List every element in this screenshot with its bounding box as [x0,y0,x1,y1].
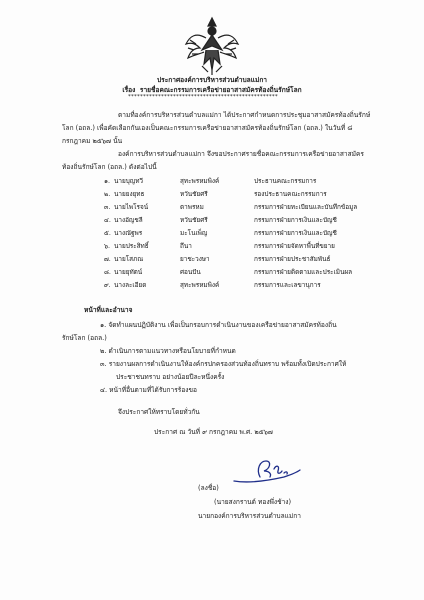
paragraph-1-line-1: ตามที่องค์การบริหารส่วนตำบลแม่กา ได้ประกาศกำหนดการประชุมอาสาสมัครท้องถิ่นรักษ์ [118,111,371,119]
paragraph-1-line-3: กรกฎาคม ๒๕๖๗ นั้น [62,137,123,145]
member-first-name: นางละเอียด [114,281,147,289]
signer-name: (นายสงกรานต์ ทองพึ่งช้าง) [214,498,292,506]
member-first-name: นายไพโรจน์ [114,203,149,211]
subject-line [0,86,424,94]
announcement-title: ประกาศองค์การบริหารส่วนตำบลแม่กา [156,76,268,84]
row-number: ๑. [104,177,111,185]
member-first-name: นายยงยุทธ [114,190,145,198]
member-last-name: ตาพรหม [180,203,204,211]
row-number: ๔. [104,216,111,224]
signature-label: (ลงชื่อ) [198,484,219,492]
row-number: ๘. [104,268,111,276]
row-number: ๕. [104,229,111,237]
member-position: กรรมการฝ่ายทะเบียนและบันทึกข้อมูล [254,203,358,211]
duty-4: ๔. หน้าที่อื่นตามที่ได้รับการร้องขอ [100,386,197,394]
row-number: ๙. [104,281,111,289]
member-last-name: มะโนเพ็ญ [180,229,208,237]
row-number: ๖. [104,242,111,250]
paragraph-2-line-1: องค์การบริหารส่วนตำบลแม่กา จึงขอประกาศรายชื่อคณะกรรมการเครือข่ายอาสาสมัคร [118,150,364,158]
duties-heading: หน้าที่และอำนาจ [84,306,133,314]
member-first-name: นายประสิทธิ์ [114,242,149,250]
row-number: ๓. [104,203,111,211]
duty-2: ๒. ดำเนินการตามแนวทางหรือนโยบายที่กำหนด [100,347,236,355]
row-number: ๒. [104,190,111,198]
signer-title: นายกองค์การบริหารส่วนตำบลแม่กา [198,512,301,520]
announce-closing: จึงประกาศให้ทราบโดยทั่วกัน [118,408,200,416]
member-last-name: ถึนา [180,242,192,250]
member-last-name: ยาชะวงษา [180,255,210,263]
handwritten-signature-icon [232,455,302,489]
member-position: กรรมการฝ่ายประชาสัมพันธ์ [254,255,331,263]
subject-text: รายชื่อคณะกรรมการเครือข่ายอาสาสมัครท้องถิ่นรักษ์โลก [139,86,302,94]
duty-1-line-1: ๑. จัดทำแผนปฏิบัติงาน เพื่อเป็นกรอบการดำเนินงานของเครือข่ายอาสาสมัครท้องถิ่น [100,321,337,329]
paragraph-2-line-2: ท้องถิ่นรักษ์โลก (อถล.) ดังต่อไปนี้ [62,163,157,171]
member-last-name: สุทะพรหมพิงค์ [180,177,220,185]
subject-label: เรื่อง [122,86,136,94]
member-first-name: นายยุทัตน์ [114,268,143,276]
member-last-name: ศอนปัน [180,268,201,276]
duty-1-line-2: รักษ์โลก (อถล.) [62,334,107,342]
garuda-emblem-icon [184,14,240,76]
member-position: ประธานคณะกรรมการ [254,177,317,185]
member-position: กรรมการฝ่ายติดตามและประเมินผล [254,268,352,276]
member-first-name: นายบุญทวี [114,177,144,185]
member-last-name: สุทะพรหมพิงค์ [180,281,220,289]
member-position: กรรมการฝ่ายการเงินและบัญชี [254,216,337,224]
separator-stars: ************************************************** [128,94,278,100]
member-position: กรรมการและเลขานุการ [254,281,321,289]
member-last-name: หวันชัยศรี [180,190,208,198]
member-position: รองประธานคณะกรรมการ [254,190,327,198]
member-position: กรรมการฝ่ายจัดหาพื้นที่ขยาย [254,242,335,250]
member-position: กรรมการฝ่ายการเงินและบัญชี [254,229,337,237]
member-first-name: นายโสภณ [114,255,144,263]
member-first-name: นางอัญชลี [114,216,143,224]
row-number: ๗. [104,255,111,263]
duty-3-line-2: ประชาชนทราบ อย่างน้อยปีละหนึ่งครั้ง [116,373,225,381]
paragraph-1-line-2: โลก (อถล.) เพื่อคัดเลือกกันเองเป็นคณะกรรมการเครือข่ายอาสาสมัครท้องถิ่นรักษ์โลก (อถล.) ในวันที่ ๘ [62,124,353,132]
duty-3-line-1: ๓. รายงานผลการดำเนินงานให้องค์กรปกครองส่วนท้องถิ่นทราบ พร้อมทั้งเปิดประกาศให้ [100,360,347,368]
member-first-name: นางณัฐพร [114,229,143,237]
announcement-date: ประกาศ ณ วันที่ ๙ กรกฎาคม พ.ศ. ๒๕๖๗ [154,428,273,436]
member-last-name: หวันชัยศรี [180,216,208,224]
